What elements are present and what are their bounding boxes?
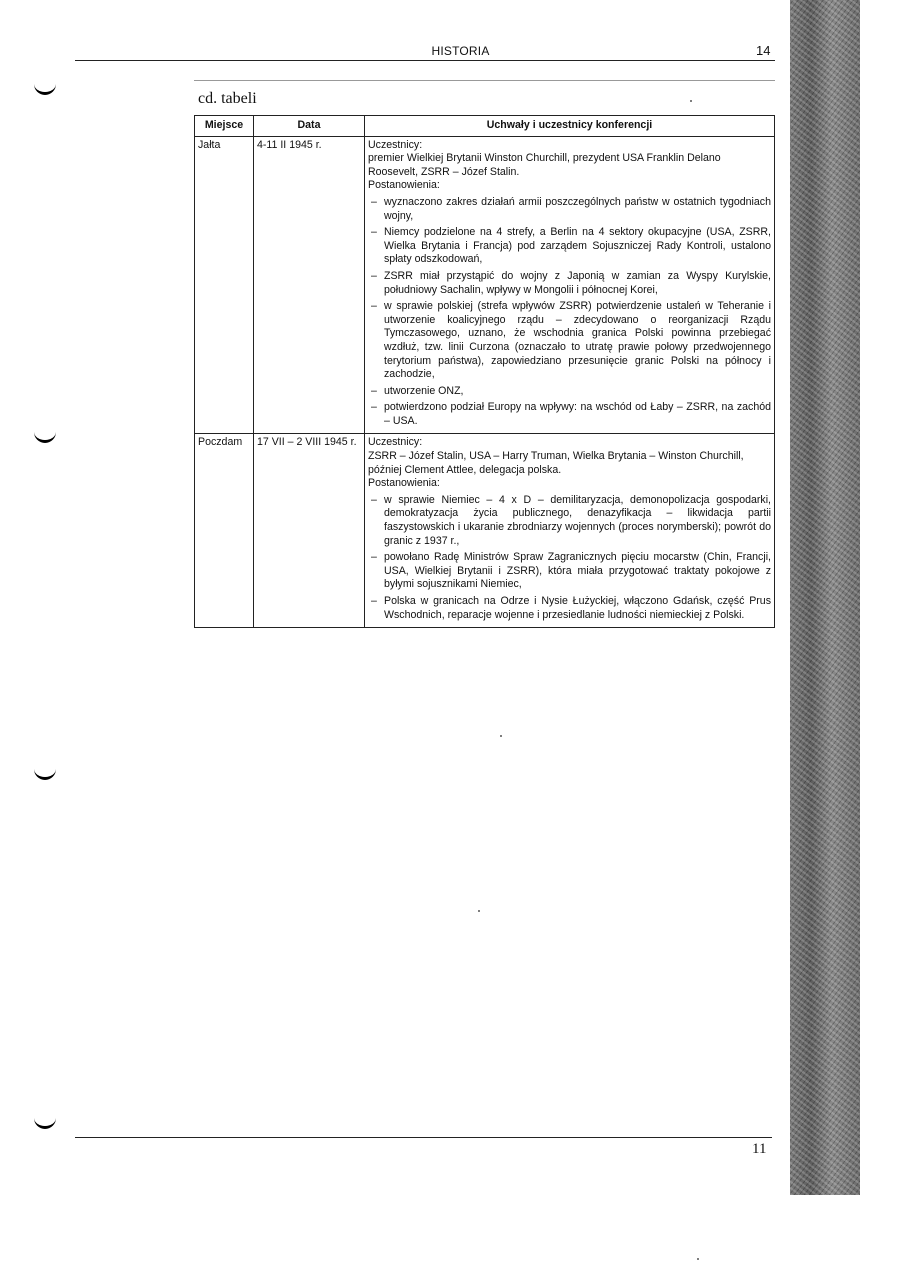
participants-label: Uczestnicy: bbox=[368, 436, 423, 449]
cell-date: 17 VII – 2 VIII 1945 r. bbox=[254, 434, 365, 628]
header-rule-secondary bbox=[194, 80, 775, 81]
list-item: – powołano Radę Ministrów Spraw Zagranicznych pięciu mocarstw (Chin, Francji, USA, Wielkiej Brytanii i ZSRR), która miała przygotować traktaty pokojowe z byłymi sojusznikami Niemiec, bbox=[368, 551, 771, 592]
list-item: – potwierdzono podział Europy na wpływy: na wschód od Łaby – ZSRR, na zachód – USA. bbox=[368, 401, 771, 428]
running-header-page-number: 14 bbox=[756, 43, 771, 58]
conference-table bbox=[194, 115, 775, 628]
resolution-list bbox=[368, 494, 771, 622]
footer-page-number: 11 bbox=[752, 1141, 767, 1157]
list-item: – Polska w granicach na Odrze i Nysie Łużyckiej, włączono Gdańsk, część Prus Wschodnich, reparacje wojenne i przesiedlanie ludności niemieckiej z Polski. bbox=[368, 595, 771, 622]
cell-place: Jałta bbox=[195, 136, 254, 434]
scan-speck bbox=[697, 1258, 699, 1260]
column-header-date: Data bbox=[254, 116, 365, 137]
column-header-place: Miejsce bbox=[195, 116, 254, 137]
list-item: – w sprawie Niemiec – 4 x D – demilitaryzacja, demonopolizacja gospodarki, demokratyzacja życia publicznego, denazyfikacja – likwidacja partii faszystowskich i ukaranie zbrodniarzy wojennych (proces norymberski); powrót do granic z 1937 r., bbox=[368, 494, 771, 548]
list-item: – utworzenie ONZ, bbox=[368, 385, 771, 399]
cell-resolutions bbox=[365, 434, 775, 628]
list-item: – w sprawie polskiej (strefa wpływów ZSRR) potwierdzenie ustaleń w Teheranie i utworzenie koalicyjnego rządu – zdecydowano o reorganizacji Rządu Tymczasowego, uznano, że wschodnia granica Polski powinna przebiegać wzdłuż, tzw. linii Curzona (oznaczało to utratę prawie połowy przedwojennego terytorium państwa), zapowiedziano przesunięcie granic Polski na północy i zachodzie, bbox=[368, 300, 771, 382]
scan-speck bbox=[478, 910, 480, 912]
resolution-list bbox=[368, 196, 771, 429]
resolutions-label: Postanowienia: bbox=[368, 477, 440, 490]
scan-speck bbox=[690, 100, 692, 102]
continued-table-label: cd. tabeli bbox=[198, 90, 257, 107]
cell-resolutions bbox=[365, 136, 775, 434]
scan-speck bbox=[500, 735, 502, 737]
binder-hole-mark bbox=[34, 82, 56, 95]
participants-text: premier Wielkiej Brytanii Winston Churchill, prezydent USA Franklin Delano Roosevelt, ZSRR – Józef Stalin. bbox=[368, 152, 721, 178]
column-header-resolutions: Uchwały i uczestnicy konferencji bbox=[365, 116, 775, 137]
table-header-row bbox=[195, 116, 775, 137]
running-header-title: HISTORIA bbox=[431, 44, 490, 58]
list-item: – wyznaczono zakres działań armii poszczególnych państw w ostatnich tygodniach wojny, bbox=[368, 196, 771, 223]
binder-hole-mark bbox=[34, 767, 56, 780]
footer-rule bbox=[75, 1137, 772, 1138]
resolutions-label: Postanowienia: bbox=[368, 179, 440, 192]
binder-hole-mark bbox=[34, 430, 56, 443]
table-row-potsdam bbox=[195, 434, 775, 628]
participants-label: Uczestnicy: bbox=[368, 138, 423, 151]
list-item: – ZSRR miał przystąpić do wojny z Japonią w zamian za Wyspy Kurylskie, południowy Sachalin, wpływy w Mongolii i północnej Korei, bbox=[368, 270, 771, 297]
participants-text: ZSRR – Józef Stalin, USA – Harry Truman, Wielka Brytania – Winston Churchill, później Clement Attlee, delegacja polska. bbox=[368, 450, 744, 476]
binder-hole-mark bbox=[34, 1116, 56, 1129]
header-rule bbox=[75, 60, 775, 61]
cell-date: 4-11 II 1945 r. bbox=[254, 136, 365, 434]
list-item: – Niemcy podzielone na 4 strefy, a Berlin na 4 sektory okupacyjne (USA, ZSRR, Wielka Brytania i Francja) pod zarządem Sojuszniczej Rady Kontroli, ustalono spłaty odszkodowań, bbox=[368, 226, 771, 267]
cell-place: Poczdam bbox=[195, 434, 254, 628]
scan-edge-shadow bbox=[790, 0, 860, 1195]
table-row-yalta bbox=[195, 136, 775, 434]
